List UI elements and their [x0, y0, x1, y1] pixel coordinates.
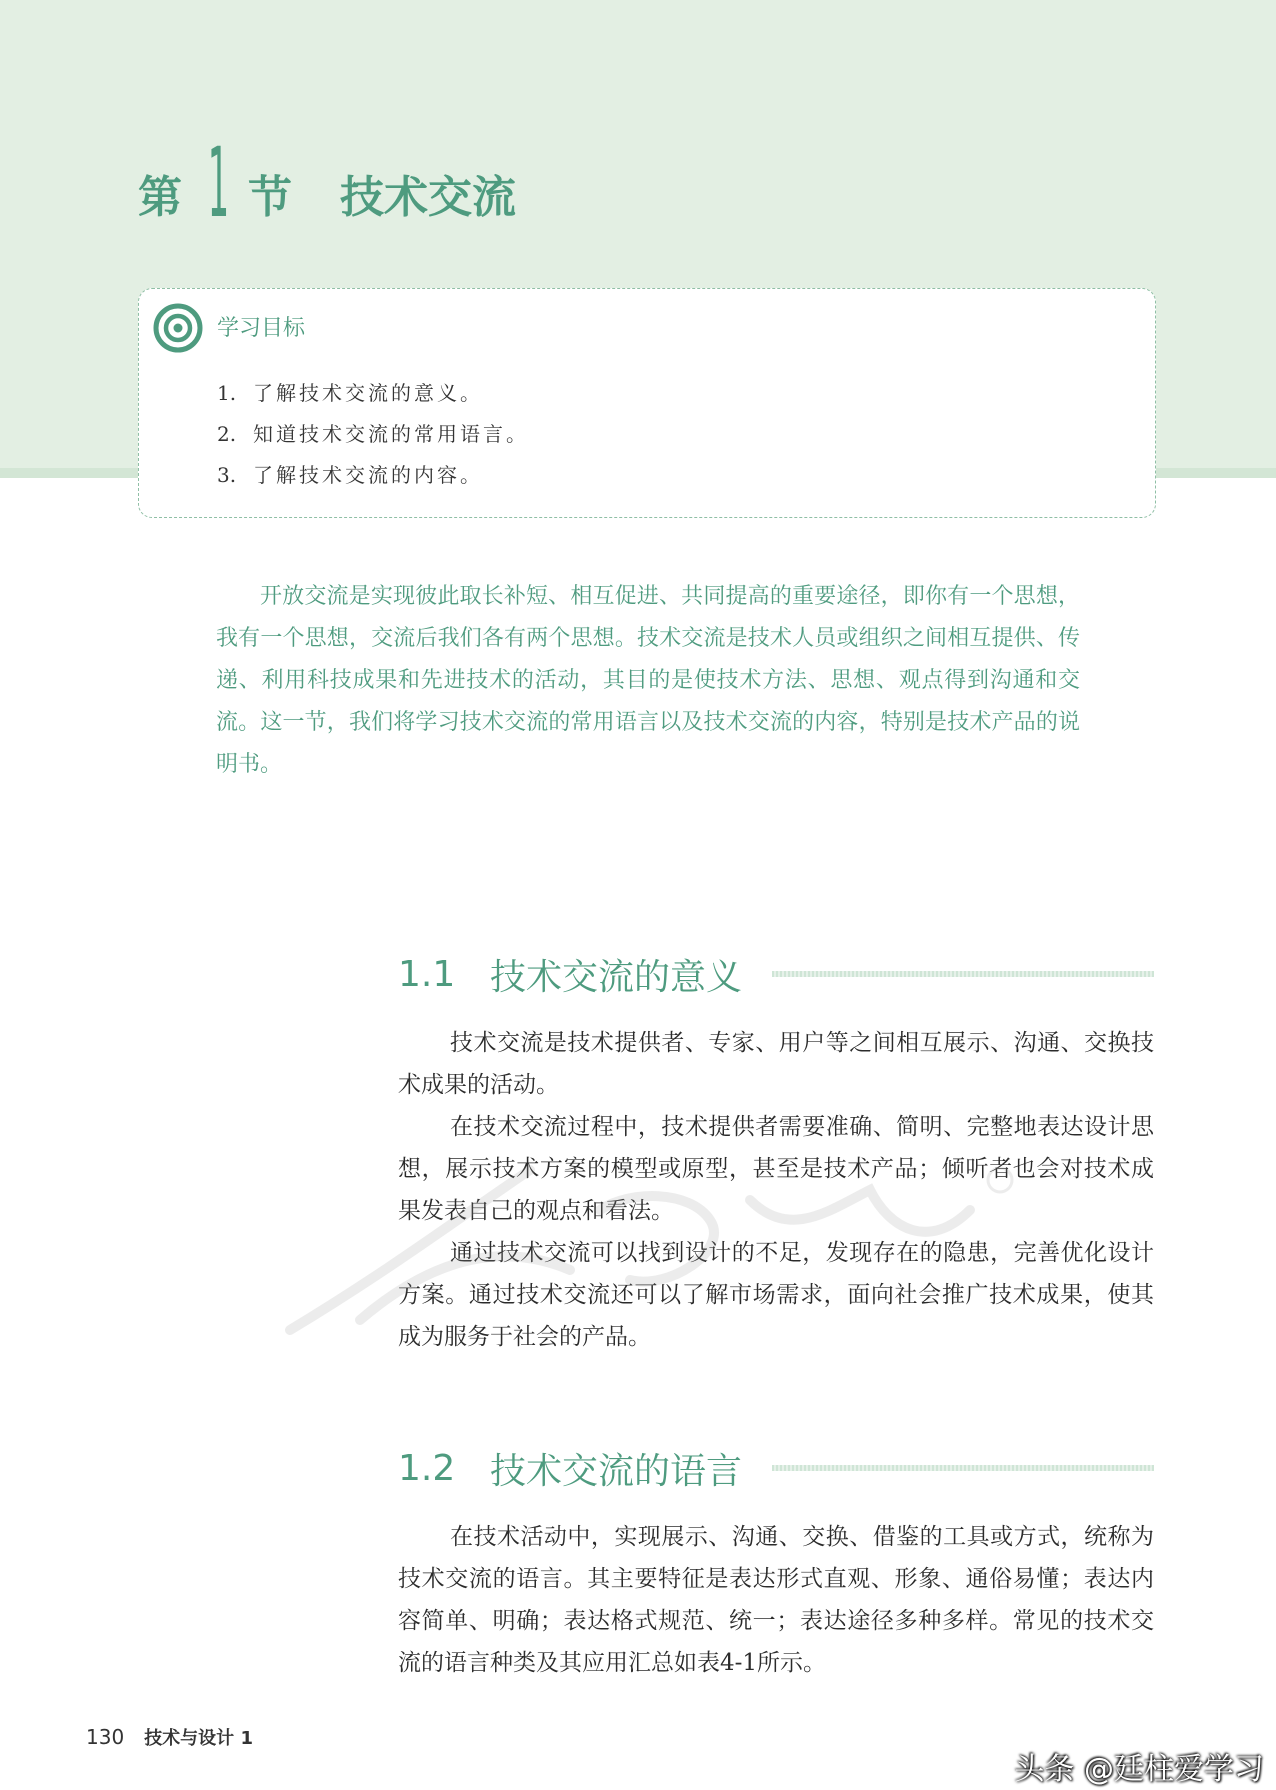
chapter-prefix: 第 [138, 172, 182, 223]
section-number: 1.2 [398, 1447, 456, 1489]
source-credit: 头条 @廷柱爱学习 [1014, 1752, 1264, 1787]
book-title: 技术与设计 1 [144, 1728, 253, 1749]
section-rule [772, 971, 1154, 977]
learning-goals-list [217, 373, 529, 496]
goal-item: 1. 了解技术交流的意义。 [217, 381, 483, 405]
page-number: 130 [86, 1725, 125, 1749]
body-paragraph: 在技术活动中，实现展示、沟通、交换、借鉴的工具或方式，统称为技术交流的语言。其主要特征是表达形式直观、形象、通俗易懂；表达内容简单、明确；表达格式规范、统一；表达途径多种多样。常见的技术交流的语言种类及其应用汇总如表4-1所示。 [398, 1524, 1154, 1676]
publisher-watermark [270, 1150, 1030, 1350]
body-paragraph: 通过技术交流可以找到设计的不足，发现存在的隐患，完善优化设计方案。通过技术交流还可以了解市场需求，面向社会推广技术成果，使其成为服务于社会的产品。 [398, 1240, 1154, 1350]
section-heading-1-2 [398, 1438, 1154, 1498]
section-title: 技术交流的意义 [490, 956, 743, 998]
learning-goals-heading: 学习目标 [217, 316, 306, 341]
chapter-title [138, 127, 516, 239]
body-paragraph: 技术交流是技术提供者、专家、用户等之间相互展示、沟通、交换技术成果的活动。 [398, 1030, 1154, 1098]
goal-item: 2. 知道技术交流的常用语言。 [217, 422, 529, 446]
section-heading-1-1 [398, 944, 1154, 1004]
target-icon [153, 303, 203, 353]
intro-paragraph: 开放交流是实现彼此取长补短、相互促进、共同提高的重要途径，即你有一个思想，我有一个思想，交流后我们各有两个思想。技术交流是技术人员或组织之间相互提供、传递、利用科技成果和先进技术的活动，其目的是使技术方法、思想、观点得到沟通和交流。这一节，我们将学习技术交流的常用语言以及技术交流的内容，特别是技术产品的说明书。 [216, 584, 1080, 777]
goal-item: 3. 了解技术交流的内容。 [217, 463, 483, 487]
section-number: 1.1 [398, 953, 456, 995]
section-rule [772, 1465, 1154, 1471]
section-title: 技术交流的语言 [490, 1450, 743, 1492]
section-body-1-2 [398, 1516, 1154, 1684]
learning-goals-box [138, 288, 1156, 518]
chapter-number: 1 [207, 127, 230, 239]
body-paragraph: 在技术交流过程中，技术提供者需要准确、简明、完整地表达设计思想，展示技术方案的模型或原型，甚至是技术产品；倾听者也会对技术成果发表自己的观点和看法。 [398, 1114, 1154, 1224]
chapter-name: 技术交流 [340, 172, 516, 223]
page-footer [86, 1724, 253, 1750]
chapter-suffix: 节 [248, 172, 292, 223]
